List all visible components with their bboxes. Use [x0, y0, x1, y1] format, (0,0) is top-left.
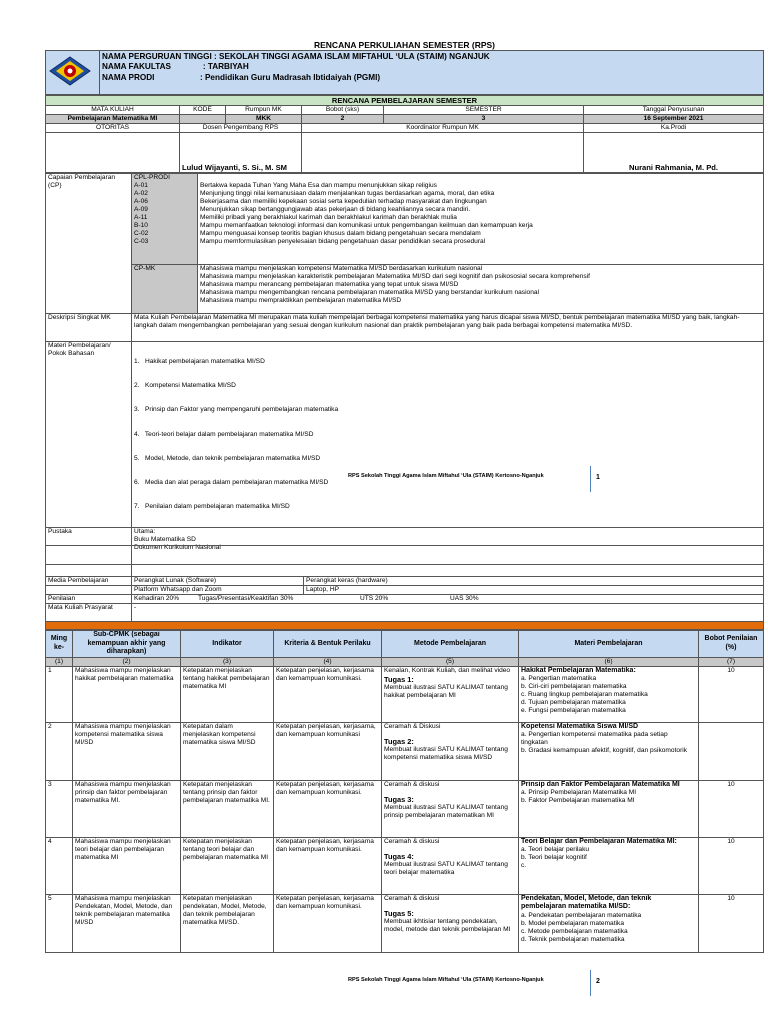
materi-cell	[519, 722, 699, 780]
list-item: a. Teori belajar perilaku	[521, 846, 590, 854]
subcpmk-cell: Mahasiswa mampu menjelaskan hakikat pembelajaran matematika	[73, 666, 181, 722]
institution-info	[100, 51, 764, 95]
materi-list	[132, 342, 764, 528]
cpl-code: B-10	[134, 222, 148, 230]
cpl-code: A-02	[134, 190, 148, 198]
tugas-label: Tugas 4:	[384, 851, 414, 861]
hardware-value: Laptop, HP	[304, 586, 764, 595]
indikator-cell: Ketepatan menjelaskan tentang prinsip dan faktor pembelajaran matematika MI.	[181, 780, 274, 837]
institution-logo-icon	[48, 56, 92, 86]
course-code	[180, 115, 226, 124]
materi-cell	[519, 780, 699, 837]
faculty-name: NAMA FAKULTAS : TARBIYAH	[102, 62, 249, 72]
course-rumpun: MKK	[226, 115, 302, 124]
week-number: 1	[46, 666, 73, 722]
header-table	[45, 50, 764, 95]
metode-cell	[382, 722, 519, 780]
weekly-plan-table	[45, 630, 764, 953]
metode-cell	[382, 894, 519, 952]
table-row	[46, 780, 764, 837]
materi-item: 5. Model, Metode, dan teknik pembelajaran matematika MI/SD	[134, 454, 321, 462]
kriteria-cell: Ketepatan penjelasan, kerjasama, dan kemampuan komunikasi	[274, 722, 382, 780]
metode-text: Membuat ikhtisiar tentang pendekatan, model, metode dan teknik pembelajaran MI	[384, 917, 511, 933]
course-header: SEMESTER	[384, 106, 584, 115]
course-name: Pembelajaran Matematika MI	[46, 115, 180, 124]
kriteria-cell: Ketepatan penjelasan, kerjasama dan kemampuan komunikasi.	[274, 894, 382, 952]
software-value: Platform Whatsapp dan Zoom	[132, 586, 304, 595]
footer-text: RPS Sekolah Tinggi Agama Islam Miftahul ‘Ula (STAIM) Kertosno-Nganjuk	[348, 977, 544, 983]
metode-text: Ceramah & diskusi	[384, 780, 440, 788]
materi-cell	[519, 894, 699, 952]
kriteria-cell: Ketepatan penjelasan, kerjasama dan kemampuan komunikasi.	[274, 780, 382, 837]
list-item: d. Tujuan pembelajaran matematika	[521, 699, 626, 707]
pustaka-line: Buku Matematika SD	[134, 535, 196, 543]
cpmk-label: CP-MK	[132, 265, 198, 314]
metode-text: Kenalan, Kontrak Kuliah, dan melihat video	[384, 666, 511, 674]
subcpmk-cell: Mahasiswa mampu menjelaskan kompetensi matematika siswa MI/SD	[73, 722, 181, 780]
week-number: 2	[46, 722, 73, 780]
cpl-code: C-03	[134, 238, 149, 246]
subcpmk-cell: Mahasiswa mampu menjelaskan teori belajar dan pembelajaran matematika MI	[73, 837, 181, 894]
cpl-text: Mampu menguasai konsep teoritis bagian khusus dalam bidang pengetahuan secara mendalam	[200, 230, 481, 238]
cpl-label: CPL-PRODI	[134, 174, 170, 182]
materi-item: 3. Prinsip dan Faktor yang mempengaruhi pembelajaran matematika	[134, 406, 339, 414]
cpl-code: A-09	[134, 206, 148, 214]
course-header: MATA KULIAH	[46, 106, 180, 115]
footer-page-1	[348, 473, 600, 481]
capaian-label: Capaian Pembelajaran (CP)	[46, 174, 132, 314]
bobot-cell: 10	[699, 894, 764, 952]
list-item: a. Pendekatan pembelajaran matematika	[521, 911, 642, 919]
course-header: Rumpun MK	[226, 106, 302, 115]
cpl-codes	[132, 174, 198, 265]
week-number: 3	[46, 780, 73, 837]
materi-cell	[519, 666, 699, 722]
col-header: Bobot Penilaian (%)	[699, 631, 764, 658]
penilaian-item: Kehadiran 20%	[134, 595, 180, 603]
dosen-label: Dosen Pengembang RPS	[180, 124, 302, 133]
table-row	[46, 666, 764, 722]
materi-label: Materi Pembelajaran/ Pokok Bahasan	[46, 342, 132, 528]
cpl-code: A-06	[134, 198, 148, 206]
section-title: RENCANA PEMBELAJARAN SEMESTER	[46, 96, 764, 106]
table-row	[46, 837, 764, 894]
list-item: b. Model pembelajaran matematika	[521, 919, 624, 927]
pustaka-line: Dokumen Kurikulum Nasional	[134, 544, 221, 552]
materi-cell	[519, 837, 699, 894]
col-header: Indikator	[181, 631, 274, 658]
penilaian-item: UAS 30%	[450, 595, 479, 603]
prasyarat-label: Mata Kuliah Prasyarat	[46, 604, 132, 622]
list-item: a. Pengertian matematika	[521, 675, 597, 683]
table-row	[46, 722, 764, 780]
cpl-text: Bekerjasama dan memiliki kepekaan sosial serta kepedulian terhadap masyarakat dan lingkungan	[200, 198, 487, 206]
deskripsi-label: Deskripsi Singkat MK	[46, 314, 132, 342]
cpmk-texts	[198, 265, 764, 314]
dosen-name: Lulud Wijayanti, S. Si., M. SM	[180, 133, 302, 173]
cpl-text: Mampu memformulasikan penyelesaian bidang pengetahuan dasar pendidikan secara prosedural	[200, 238, 486, 246]
metode-text: Ceramah & diskusi	[384, 837, 440, 845]
metode-cell	[382, 780, 519, 837]
bobot-cell: 10	[699, 837, 764, 894]
materi-title: Prinsip dan Faktor Pembelajaran Matematika MI	[521, 780, 680, 788]
course-date: 16 September 2021	[584, 115, 764, 124]
cpmk-text: Mahasiswa mampu mempraktikkan pembelajaran matematika MI/SD	[200, 297, 402, 305]
list-item: a. Prinsip Pembelajaran Matematika MI	[521, 789, 637, 797]
metode-text: Membuat ilustrasi SATU KALIMAT tentang teori belajar matematika	[384, 860, 508, 876]
penilaian-label: Penilaian	[46, 595, 132, 604]
list-item: b. Faktor Pembelajaran matematika MI	[521, 797, 635, 805]
footer-page-2	[348, 977, 600, 985]
rps-page-1	[45, 50, 764, 565]
cpl-text: Menunjukkan sikap bertanggungjawab atas pekerjaan di bidang keahliannya secara mandiri.	[200, 206, 471, 214]
penilaian-item: UTS 20%	[360, 595, 389, 603]
col-number: (1)	[46, 657, 73, 666]
cpl-text: Mampu memanfaatkan teknologi informasi dan komunikasi untuk pengembangan keilmuan dan kemampuan kerja	[200, 222, 533, 230]
metode-cell	[382, 666, 519, 722]
cpl-text: Bertakwa kepada Tuhan Yang Maha Esa dan mampu menunjukkan sikap religius	[200, 182, 437, 190]
footer-divider	[590, 970, 591, 996]
col-number: (6)	[519, 657, 699, 666]
subcpmk-cell: Mahasiswa mampu menjelaskan Pendekatan, Model, Metode, dan teknik pembelajaran matematika MI/SD	[73, 894, 181, 952]
list-item: a. Pengertian kompetensi matematika pada setiap tingkatan	[521, 731, 668, 747]
rps-page-2	[45, 545, 764, 953]
media-label: Media Pembelajaran	[46, 577, 132, 586]
list-item: b. Ciri-ciri pembelajaran matematika	[521, 683, 627, 691]
metode-cell	[382, 837, 519, 894]
col-header: Ming ke-	[46, 631, 73, 658]
cpmk-text: Mahasiswa mampu menjelaskan karakteristik pembelajaran Matematika MI/SD dari segi kognitif dan psikososial secara komprehensif	[200, 273, 590, 281]
subcpmk-cell: Mahasiswa mampu menjelaskan prinsip dan faktor pembelajaran matematika MI.	[73, 780, 181, 837]
week-number: 5	[46, 894, 73, 952]
cpmk-text: Mahasiswa mampu menjelaskan kompetensi Matematika MI/SD berdasarkan kurikulum nasional	[200, 265, 483, 273]
bobot-cell: 10	[699, 666, 764, 722]
kaprodi-label: Ka.Prodi	[584, 124, 764, 133]
col-number: (5)	[382, 657, 519, 666]
logo-cell	[46, 51, 100, 95]
col-header: Sub-CPMK (sebagai kemampuan akhir yang diharapkan)	[73, 631, 181, 658]
col-header: Materi Pembelajaran	[519, 631, 699, 658]
tugas-label: Tugas 3:	[384, 794, 414, 804]
metode-text: Ceramah & diskusi	[384, 894, 440, 902]
materi-item: 6. Media dan alat peraga dalam pembelajaran matematika MI/SD	[134, 478, 329, 486]
col-header: Metode Pembelajaran	[382, 631, 519, 658]
metode-text: Membuat ilustrasi SATU KALIMAT tentang kompetensi matematika siswa MI/SD	[384, 745, 508, 761]
course-header: Tanggal Penyusunan	[584, 106, 764, 115]
cpl-code: A-01	[134, 182, 148, 190]
table-row	[46, 894, 764, 952]
kriteria-cell: Ketepatan penjelasan, kerjasama dan kemampuan komunikasi.	[274, 837, 382, 894]
bobot-cell: 10	[699, 780, 764, 837]
cpl-texts	[198, 174, 764, 265]
week-number: 4	[46, 837, 73, 894]
kaprodi-name: Nurani Rahmania, M. Pd.	[584, 133, 764, 173]
cpl-text: Menjunjung tinggi nilai kemanusiaan dalam menjalankan tugas berdasarkan agama, moral, dan etika	[200, 190, 495, 198]
col-number: (4)	[274, 657, 382, 666]
koordinator-label: Koordinator Rumpun MK	[302, 124, 584, 133]
indikator-cell: Ketepatan menjelaskan pendekatan, Model, Metode, dan teknik pembelajaran matematika MI/SD.	[181, 894, 274, 952]
indikator-cell: Ketepatan menjelaskan tentang hakikat pembelajaran matematika MI	[181, 666, 274, 722]
metode-text: Membuat ilustrasi SATU KALIMAT tentang hakikat pembelajaran MI	[384, 683, 508, 699]
kriteria-cell: Ketepatan penjelasan, kerjasama dan kemampuan komunikasi.	[274, 666, 382, 722]
list-item: b. Gradasi kemampuan afektif, kognitif, dan psikomotorik	[521, 747, 688, 755]
page-number: 2	[596, 978, 600, 985]
list-item: b. Teori belajar kognitif	[521, 854, 587, 862]
materi-title: Hakikat Pembelajaran Matematika:	[521, 666, 636, 674]
orange-divider	[46, 622, 764, 630]
hardware-label: Perangkat keras (hardware)	[304, 577, 764, 586]
list-item: c. Metode pembelajaran matematika	[521, 927, 628, 935]
tugas-label: Tugas 5:	[384, 908, 414, 918]
software-label: Perangkat Lunak (Software)	[132, 577, 304, 586]
list-item: d. Teknik pembelajaran matematika	[521, 935, 625, 943]
penilaian-item: Tugas/Presentasi/Keaktifan 30%	[198, 595, 294, 603]
materi-item: 7. Penilaian dalam pembelajaran matematika MI/SD	[134, 502, 290, 510]
col-number: (3)	[181, 657, 274, 666]
col-number: (7)	[699, 657, 764, 666]
metode-text: Membuat ilustrasi SATU KALIMAT tentang prinsip pembelajaran matematikan MI	[384, 803, 508, 819]
footer-divider	[590, 466, 591, 492]
prodi-name: NAMA PRODI : Pendidikan Guru Madrasah Ibtidaiyah (PGMI)	[102, 72, 381, 82]
media-table	[45, 545, 764, 630]
course-semester: 3	[384, 115, 584, 124]
course-table	[45, 95, 764, 173]
cpmk-text: Mahasiswa mampu mengembangkan rencana pembelajaran matematika MI/SD yang berstandar kurikulum nasional	[200, 289, 540, 297]
list-item: c.	[521, 862, 527, 870]
institution-name: NAMA PERGURUAN TINGGI : SEKOLAH TINGGI AGAMA ISLAM MIFTAHUL ‘ULA (STAIM) NGANJUK	[102, 52, 490, 61]
penilaian-values	[132, 595, 764, 604]
deskripsi-text: Mata Kuliah Pembelajaran Matematika MI merupakan mata kuliah mempelajari berbagai kompetensi matematika yang harus dicapai siswa MI/SD, bentuk pembelajaran matematika MI/SD yang baik, langkah-langkah dalam mengembangkan pembelajaran yang sesuai dengan kurikulum nasional dan praktik pembelajaran yang baik pada berbagai kompetensi matematika MI/SD.	[132, 314, 764, 342]
cpl-code: C-02	[134, 230, 149, 238]
list-item: c. Ruang lingkup pembelajaran matematika	[521, 691, 648, 699]
list-item: e. Fungsi pembelajaran matematika	[521, 707, 626, 715]
metode-text: Ceramah & Diskusi	[384, 722, 441, 730]
col-number: (2)	[73, 657, 181, 666]
capaian-table	[45, 173, 764, 565]
materi-title: Pendekatan, Model, Metode, dan teknik pembelajaran matematika MI/SD:	[521, 894, 652, 911]
prasyarat-value: -	[132, 604, 764, 622]
col-header: Kriteria & Bentuk Perilaku	[274, 631, 382, 658]
pustaka-label: Pustaka	[46, 527, 132, 564]
page-number: 1	[596, 474, 600, 481]
indikator-cell: Ketepatan menjelaskan tentang teori belajar dan pembelajaran matematika MI	[181, 837, 274, 894]
indikator-cell: Ketepatan dalam menjelaskan kompetensi matematika siswa MI/SD	[181, 722, 274, 780]
cpl-text: Memiliki pribadi yang berakhlakul karimah dan berakhlakul karimah dan berakhlak mulia	[200, 214, 457, 222]
course-sks: 2	[302, 115, 384, 124]
course-header: KODE	[180, 106, 226, 115]
pustaka-line: Utama:	[134, 527, 156, 535]
footer-text: RPS Sekolah Tinggi Agama Islam Miftahul ‘Ula (STAIM) Kertosno-Nganjuk	[348, 473, 544, 479]
materi-item: 1. Hakikat pembelajaran matematika MI/SD	[134, 358, 265, 366]
cpmk-text: Mahasiswa mampu merancang pembelajaran matematika yang tepat untuk siswa MI/SD	[200, 281, 459, 289]
bobot-cell	[699, 722, 764, 780]
course-header: Bobot (sks)	[302, 106, 384, 115]
materi-item: 2. Kompetensi Matematika MI/SD	[134, 382, 236, 390]
materi-item: 4. Teori-teori belajar dalam pembelajaran matematika MI/SD	[134, 430, 314, 438]
materi-title: Teori Belajar dan Pembelajaran Matematika MI:	[521, 837, 677, 845]
document-title: RENCANA PERKULIAHAN SEMESTER (RPS)	[313, 40, 496, 50]
materi-title: Kopetensi Matematika Siswa MI/SD	[521, 722, 639, 730]
cpl-code: A-11	[134, 214, 148, 222]
tugas-label: Tugas 2:	[384, 736, 414, 746]
otoritas-label: OTORITAS	[46, 124, 180, 133]
tugas-label: Tugas 1:	[384, 674, 414, 684]
